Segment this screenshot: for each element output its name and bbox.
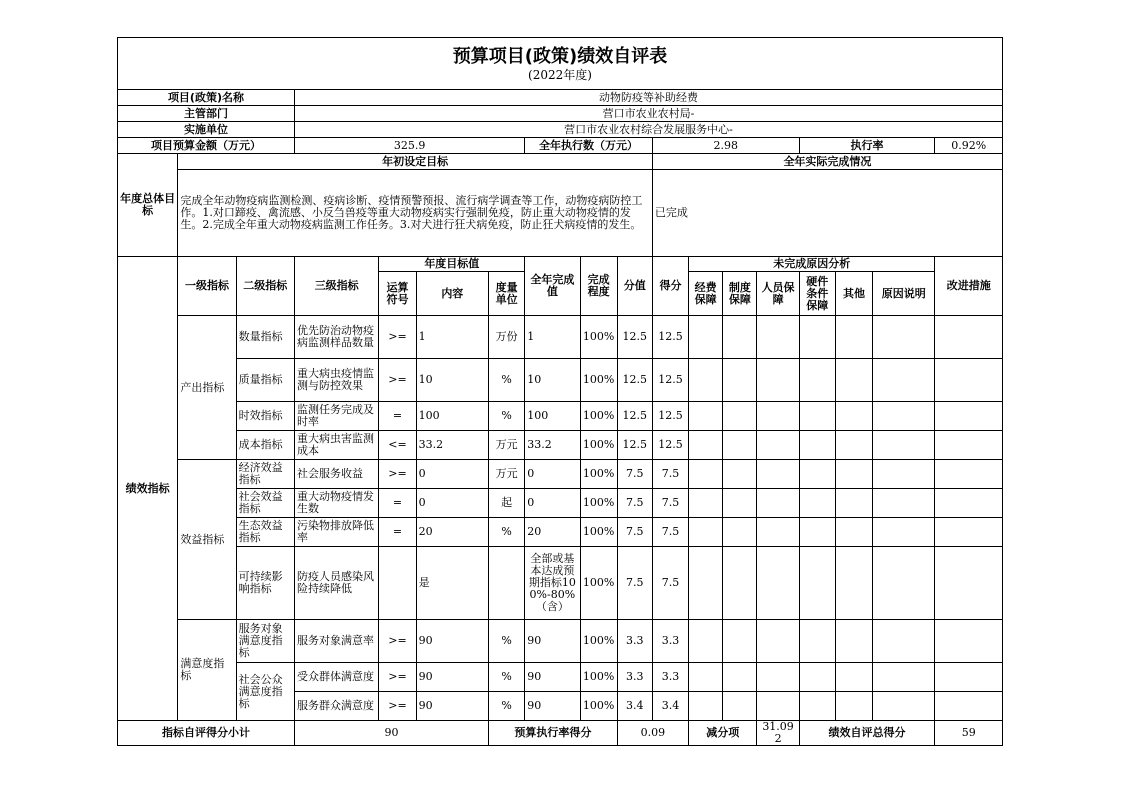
actual-cell: 100 <box>525 402 580 431</box>
content-cell: 33.2 <box>416 431 488 460</box>
actual-cell: 全部或基本达成预期指标100%-80%（含） <box>525 547 580 620</box>
goals-row-label: 年度总体目标 <box>118 154 178 257</box>
op-cell: >= <box>379 359 416 402</box>
degree-cell: 100% <box>580 620 617 663</box>
table-row <box>118 547 1003 620</box>
initial-goal-header: 年初设定目标 <box>178 154 653 170</box>
level1-cell: 效益指标 <box>178 460 236 620</box>
value-cell: 3.3 <box>617 620 652 663</box>
level3-cell: 防疫人员感染风险持续降低 <box>294 547 378 620</box>
table-row <box>118 359 1003 402</box>
header-level2: 二级指标 <box>236 257 294 316</box>
score-cell: 3.3 <box>652 663 688 692</box>
op-cell: >= <box>379 460 416 489</box>
level2-cell: 质量指标 <box>236 359 294 402</box>
op-cell: = <box>379 402 416 431</box>
score-cell: 12.5 <box>652 316 688 359</box>
page-year: (2022年度) <box>528 67 592 82</box>
value-cell: 3.3 <box>617 663 652 692</box>
table-row <box>118 489 1003 518</box>
rate-label: 执行率 <box>799 138 935 154</box>
level2-cell: 服务对象满意度指标 <box>236 620 294 663</box>
level2-cell: 社会效益指标 <box>236 489 294 518</box>
value-cell: 7.5 <box>617 518 652 547</box>
degree-cell: 100% <box>580 547 617 620</box>
unit-cell: % <box>489 692 525 721</box>
content-cell: 90 <box>416 663 488 692</box>
budget-label: 项目预算金额（万元） <box>118 138 295 154</box>
title-cell <box>118 38 1003 90</box>
op-cell: >= <box>379 663 416 692</box>
actual-cell: 90 <box>525 663 580 692</box>
unit-cell: % <box>489 359 525 402</box>
score-cell: 12.5 <box>652 402 688 431</box>
content-cell: 100 <box>416 402 488 431</box>
dept: 营口市农业农村局- <box>294 106 1002 122</box>
value-cell: 7.5 <box>617 489 652 518</box>
score-cell: 7.5 <box>652 547 688 620</box>
actual-cell: 20 <box>525 518 580 547</box>
header-level1: 一级指标 <box>178 257 236 316</box>
unit: 营口市农业农村综合发展服务中心- <box>294 122 1002 138</box>
subtotal-label: 指标自评得分小计 <box>118 721 295 746</box>
project-name-label: 项目(政策)名称 <box>118 90 295 106</box>
header-degree: 完成程度 <box>580 257 617 316</box>
op-cell: <= <box>379 431 416 460</box>
level3-cell: 服务群众满意度 <box>294 692 378 721</box>
content-cell: 1 <box>416 316 488 359</box>
performance-table <box>117 37 1003 746</box>
content-cell: 20 <box>416 518 488 547</box>
value-cell: 7.5 <box>617 547 652 620</box>
deduct-label: 减分项 <box>689 721 757 746</box>
op-cell: >= <box>379 692 416 721</box>
header-funding: 经费保障 <box>689 272 723 316</box>
unit-cell: 万元 <box>489 460 525 489</box>
unit-cell: % <box>489 518 525 547</box>
degree-cell: 100% <box>580 431 617 460</box>
subtotal-value: 90 <box>294 721 488 746</box>
score-cell: 7.5 <box>652 518 688 547</box>
unit-cell: % <box>489 402 525 431</box>
score-cell: 12.5 <box>652 431 688 460</box>
content-cell: 90 <box>416 692 488 721</box>
header-reasons: 未完成原因分析 <box>689 257 935 272</box>
level2-cell: 成本指标 <box>236 431 294 460</box>
degree-cell: 100% <box>580 359 617 402</box>
content-cell: 90 <box>416 620 488 663</box>
indicators-section-label: 绩效指标 <box>118 257 178 721</box>
table-row <box>118 518 1003 547</box>
degree-cell: 100% <box>580 663 617 692</box>
level3-cell: 受众群体满意度 <box>294 663 378 692</box>
level3-cell: 社会服务收益 <box>294 460 378 489</box>
header-reason-desc: 原因说明 <box>873 272 935 316</box>
value-cell: 3.4 <box>617 692 652 721</box>
unit-cell: 起 <box>489 489 525 518</box>
op-cell <box>379 547 416 620</box>
exec-score-label: 预算执行率得分 <box>489 721 618 746</box>
deduct-value: 31.092 <box>757 721 799 746</box>
table-row <box>118 663 1003 692</box>
header-measures: 改进措施 <box>935 257 1003 316</box>
table-row <box>118 402 1003 431</box>
header-unit: 度量单位 <box>489 272 525 316</box>
header-op: 运算符号 <box>379 272 416 316</box>
level3-cell: 重大动物疫情发生数 <box>294 489 378 518</box>
actual-cell: 0 <box>525 489 580 518</box>
unit-cell: % <box>489 620 525 663</box>
content-cell: 0 <box>416 460 488 489</box>
level1-cell: 产出指标 <box>178 316 236 460</box>
level3-cell: 重大病虫害监测成本 <box>294 431 378 460</box>
degree-cell: 100% <box>580 518 617 547</box>
op-cell: >= <box>379 620 416 663</box>
content-cell: 是 <box>416 547 488 620</box>
table-row <box>118 460 1003 489</box>
budget-value: 325.9 <box>294 138 524 154</box>
actual-cell: 0 <box>525 460 580 489</box>
header-system: 制度保障 <box>723 272 757 316</box>
total-label: 绩效自评总得分 <box>799 721 935 746</box>
initial-goal-text: 完成全年动物疫病监测检测、疫病诊断、疫情预警预报、流行病学调查等工作，动物疫病防控工作。1.对口蹄疫、禽流感、小反刍兽疫等重大动物疫病实行强制免疫，防止重大动物疫情的发生。2.完成全年重大动物疫病监测工作任务。3.对犬进行狂犬病免疫，防止狂犬病疫情的发生。 <box>178 170 653 257</box>
header-hardware: 硬件条件保障 <box>799 272 835 316</box>
header-score-value: 分值 <box>617 257 652 316</box>
header-actual: 全年完成值 <box>525 257 580 316</box>
level3-cell: 重大病虫疫情监测与防控效果 <box>294 359 378 402</box>
exec-label: 全年执行数（万元） <box>525 138 653 154</box>
unit-cell: % <box>489 663 525 692</box>
actual-goal-header: 全年实际完成情况 <box>652 154 1002 170</box>
exec-value: 2.98 <box>652 138 799 154</box>
page-title: 预算项目(政策)绩效自评表 <box>452 45 668 67</box>
score-cell: 7.5 <box>652 460 688 489</box>
table-row <box>118 316 1003 359</box>
content-cell: 0 <box>416 489 488 518</box>
score-cell: 3.3 <box>652 620 688 663</box>
level2-cell: 数量指标 <box>236 316 294 359</box>
actual-cell: 90 <box>525 692 580 721</box>
exec-score-value: 0.09 <box>617 721 688 746</box>
level2-cell: 生态效益指标 <box>236 518 294 547</box>
level3-cell: 监测任务完成及时率 <box>294 402 378 431</box>
unit-cell: 万元 <box>489 431 525 460</box>
level2-cell: 社会公众满意度指标 <box>236 663 294 721</box>
actual-cell: 1 <box>525 316 580 359</box>
header-content: 内容 <box>416 272 488 316</box>
level2-cell: 可持续影响指标 <box>236 547 294 620</box>
level3-cell: 污染物排放降低率 <box>294 518 378 547</box>
header-other: 其他 <box>835 272 872 316</box>
level1-cell: 满意度指标 <box>178 620 236 721</box>
op-cell: = <box>379 489 416 518</box>
table-row <box>118 620 1003 663</box>
dept-label: 主管部门 <box>118 106 295 122</box>
score-cell: 3.4 <box>652 692 688 721</box>
degree-cell: 100% <box>580 692 617 721</box>
value-cell: 12.5 <box>617 431 652 460</box>
project-name: 动物防疫等补助经费 <box>294 90 1002 106</box>
header-staff: 人员保障 <box>757 272 799 316</box>
value-cell: 12.5 <box>617 359 652 402</box>
rate-value: 0.92% <box>935 138 1003 154</box>
actual-goal-text: 已完成 <box>652 170 1002 257</box>
op-cell: >= <box>379 316 416 359</box>
level2-cell: 时效指标 <box>236 402 294 431</box>
table-row <box>118 431 1003 460</box>
op-cell: = <box>379 518 416 547</box>
total-value: 59 <box>935 721 1003 746</box>
unit-cell <box>489 547 525 620</box>
degree-cell: 100% <box>580 489 617 518</box>
value-cell: 12.5 <box>617 316 652 359</box>
score-cell: 7.5 <box>652 489 688 518</box>
header-level3: 三级指标 <box>294 257 378 316</box>
degree-cell: 100% <box>580 316 617 359</box>
degree-cell: 100% <box>580 402 617 431</box>
value-cell: 7.5 <box>617 460 652 489</box>
header-annual-target: 年度目标值 <box>379 257 525 272</box>
score-cell: 12.5 <box>652 359 688 402</box>
unit-cell: 万份 <box>489 316 525 359</box>
value-cell: 12.5 <box>617 402 652 431</box>
unit-label: 实施单位 <box>118 122 295 138</box>
level3-cell: 优先防治动物疫病监测样品数量 <box>294 316 378 359</box>
actual-cell: 90 <box>525 620 580 663</box>
degree-cell: 100% <box>580 460 617 489</box>
actual-cell: 33.2 <box>525 431 580 460</box>
content-cell: 10 <box>416 359 488 402</box>
header-score: 得分 <box>652 257 688 316</box>
level2-cell: 经济效益指标 <box>236 460 294 489</box>
actual-cell: 10 <box>525 359 580 402</box>
level3-cell: 服务对象满意率 <box>294 620 378 663</box>
